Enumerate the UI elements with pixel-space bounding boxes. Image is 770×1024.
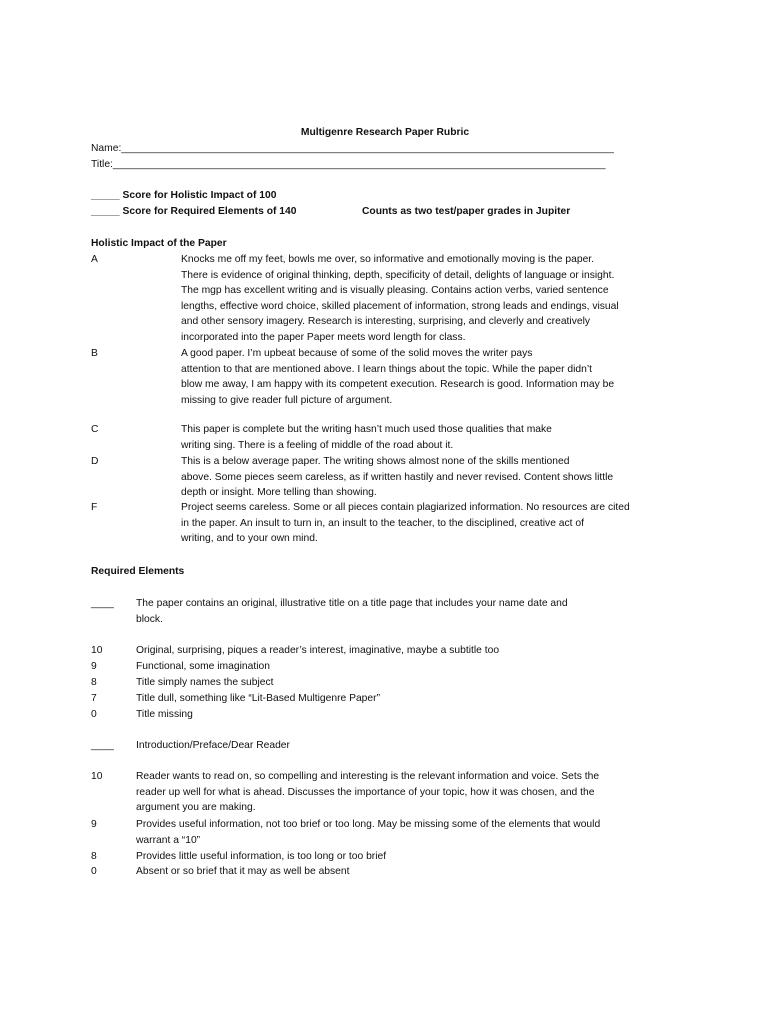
score-points: 0 [91, 866, 97, 877]
score-points: 8 [91, 851, 97, 862]
grade-description: This is a below average paper. The writing shows almost none of the skills mentioned above. Some pieces seem careless, as if written hastily and never revised. Content shows little depth or insight. More telling than showing. [181, 456, 614, 499]
grade-description: Project seems careless. Some or all pieces contain plagiarized information. No resources are cited in the paper. An insult to turn in, an insult to the teacher, to the disciplined, creative act of writing, and to your own mind. [181, 502, 630, 545]
score-points: 0 [91, 709, 97, 720]
title-section-description: The paper contains an original, illustrative title on a title page that includes your name date and block. [136, 598, 568, 625]
required-heading: Required Elements [91, 566, 185, 577]
grade-letter: C [91, 424, 99, 435]
score-text: Original, surprising, piques a reader’s interest, imaginative, maybe a subtitle too [136, 645, 500, 656]
score-text: Title missing [136, 709, 193, 720]
title-line: Title:______________________________________________________________________________________ [91, 159, 606, 170]
grade-description: A good paper. I’m upbeat because of some of the solid moves the writer pays attention to that are mentioned above. I learn things about the topic. While the paper didn’t blow me away, I am happy with its competent execution. Research is good. Information may be missing to give reader full picture of argument. [181, 348, 615, 406]
score-points: 10 [91, 771, 103, 782]
holistic-heading: Holistic Impact of the Paper [91, 238, 227, 249]
intro-section-description: Introduction/Preface/Dear Reader [136, 740, 290, 751]
score-text: Functional, some imagination [136, 661, 270, 672]
score-text: Title dull, something like “Lit-Based Multigenre Paper” [136, 693, 380, 704]
title-score-blank: ____ [91, 598, 114, 609]
score-points: 9 [91, 819, 97, 830]
grade-letter: B [91, 348, 98, 359]
counts-note: Counts as two test/paper grades in Jupiter [362, 206, 571, 217]
score-text: Provides little useful information, is too long or too brief [136, 851, 387, 862]
grade-letter: D [91, 456, 99, 467]
score-points: 10 [91, 645, 103, 656]
grade-description: This paper is complete but the writing hasn’t much used those qualities that make writing sing. There is a feeling of middle of the road about it. [181, 424, 552, 451]
score-text: Absent or so brief that it may as well be absent [136, 866, 350, 877]
score-text: Title simply names the subject [136, 677, 274, 688]
score-text: Reader wants to read on, so compelling and interesting is the relevant information and voice. Sets the reader up well for what is ahead. Discusses the importance of your topic, how it was chosen, and the argument you are making. [136, 771, 600, 814]
score-holistic: _____ Score for Holistic Impact of 100 [91, 190, 277, 201]
grade-letter: F [91, 502, 98, 513]
score-required: _____ Score for Required Elements of 140 [91, 206, 297, 217]
score-text: Provides useful information, not too brief or too long. May be missing some of the elements that would warrant a “10” [136, 819, 601, 846]
score-points: 7 [91, 693, 97, 704]
name-line: Name:______________________________________________________________________________________ [91, 143, 614, 154]
intro-score-blank: ____ [91, 740, 114, 751]
score-points: 9 [91, 661, 97, 672]
grade-letter: A [91, 254, 98, 265]
score-points: 8 [91, 677, 97, 688]
grade-description: Knocks me off my feet, bowls me over, so informative and emotionally moving is the paper. There is evidence of original thinking, depth, specificity of detail, delights of language or insight. The mgp has excellent writing and is visually pleasing. Contains action verbs, varied sentence lengths, effective word choice, skilled placement of information, strong leads and endings, visual and other sensory imagery. Research is interesting, surprising, and cleverly and creatively incorporated into the paper Paper meets word length for class. [181, 254, 619, 343]
document-title: Multigenre Research Paper Rubric [300, 127, 470, 138]
